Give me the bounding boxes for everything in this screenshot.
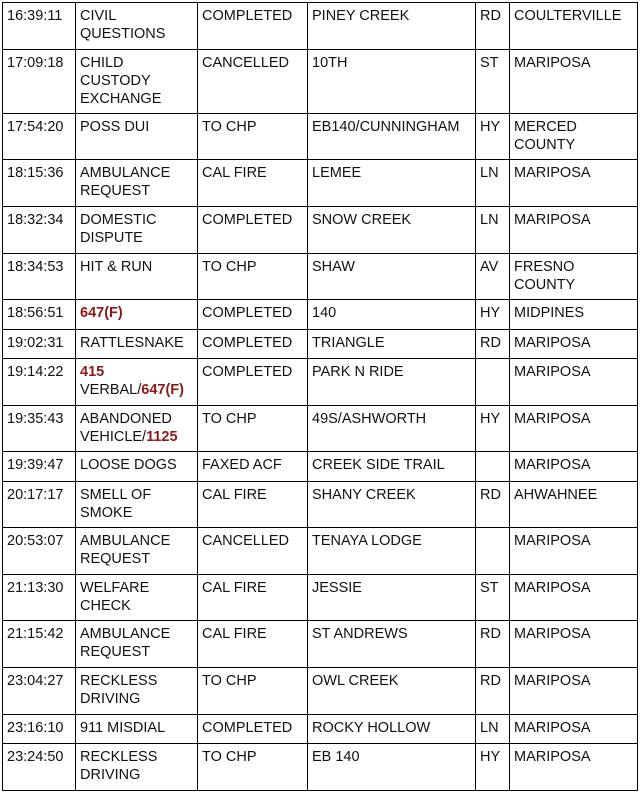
call-type-cell: [76, 575, 198, 621]
time-cell: 20:17:17: [3, 482, 76, 528]
city-cell: MARIPOSA: [510, 50, 638, 114]
time-cell: 19:39:47: [3, 452, 76, 482]
street-cell: 140: [308, 300, 476, 330]
disposition-cell: COMPLETED: [198, 359, 308, 406]
street-suffix-cell: RD: [476, 3, 510, 50]
city-cell: AHWAHNEE: [510, 482, 638, 528]
call-text: RATTLESNAKE: [80, 335, 184, 351]
disposition-cell: CAL FIRE: [198, 160, 308, 207]
time-cell: 18:32:34: [3, 207, 76, 254]
call-type-cell: [76, 3, 198, 50]
street-suffix-cell: HY: [476, 744, 510, 791]
time-cell: 18:56:51: [3, 300, 76, 330]
disposition-cell: CAL FIRE: [198, 621, 308, 668]
table-row: [3, 482, 638, 528]
call-type-cell: [76, 482, 198, 528]
time-cell: 16:39:11: [3, 3, 76, 50]
time-cell: 20:53:07: [3, 528, 76, 575]
street-suffix-cell: ST: [476, 575, 510, 621]
call-type-cell: [76, 528, 198, 575]
street-cell: LEMEE: [308, 160, 476, 207]
time-cell: 19:14:22: [3, 359, 76, 406]
time-cell: 18:15:36: [3, 160, 76, 207]
disposition-cell: CANCELLED: [198, 50, 308, 114]
street-suffix-cell: RD: [476, 621, 510, 668]
street-suffix-cell: RD: [476, 482, 510, 528]
table-row: [3, 715, 638, 744]
call-text: CIVIL QUESTIONS: [80, 8, 166, 42]
street-suffix-cell: LN: [476, 715, 510, 744]
city-cell: MARIPOSA: [510, 452, 638, 482]
time-cell: 19:02:31: [3, 330, 76, 359]
table-row: [3, 528, 638, 575]
city-cell: FRESNO COUNTY: [510, 254, 638, 300]
time-cell: 18:34:53: [3, 254, 76, 300]
call-type-cell: [76, 406, 198, 452]
time-cell: 17:09:18: [3, 50, 76, 114]
street-cell: CREEK SIDE TRAIL: [308, 452, 476, 482]
disposition-cell: CAL FIRE: [198, 575, 308, 621]
call-text: ABANDONED VEHICLE/: [80, 411, 172, 445]
street-cell: 49S/ASHWORTH: [308, 406, 476, 452]
street-suffix-cell: RD: [476, 330, 510, 359]
street-suffix-cell: RD: [476, 668, 510, 715]
disposition-cell: CAL FIRE: [198, 482, 308, 528]
street-suffix-cell: HY: [476, 114, 510, 160]
call-type-cell: [76, 621, 198, 668]
table-row: [3, 359, 638, 406]
table-row: [3, 207, 638, 254]
street-suffix-cell: ST: [476, 50, 510, 114]
call-text: AMBULANCE REQUEST: [80, 165, 171, 199]
table-row: [3, 114, 638, 160]
time-cell: 23:24:50: [3, 744, 76, 791]
call-type-cell: [76, 744, 198, 791]
street-suffix-cell: [476, 359, 510, 406]
call-text: 911 MISDIAL: [80, 720, 166, 736]
street-cell: OWL CREEK: [308, 668, 476, 715]
street-cell: JESSIE: [308, 575, 476, 621]
street-suffix-cell: HY: [476, 300, 510, 330]
city-cell: MIDPINES: [510, 300, 638, 330]
time-cell: 23:04:27: [3, 668, 76, 715]
call-code: 415: [80, 364, 105, 380]
call-text: AMBULANCE REQUEST: [80, 533, 171, 567]
disposition-cell: COMPLETED: [198, 3, 308, 50]
dispatch-log-table: [2, 2, 638, 791]
time-cell: 23:16:10: [3, 715, 76, 744]
city-cell: MARIPOSA: [510, 207, 638, 254]
disposition-cell: TO CHP: [198, 406, 308, 452]
city-cell: MARIPOSA: [510, 744, 638, 791]
disposition-cell: TO CHP: [198, 114, 308, 160]
street-cell: EB140/CUNNINGHAM: [308, 114, 476, 160]
street-cell: PINEY CREEK: [308, 3, 476, 50]
city-cell: COULTERVILLE: [510, 3, 638, 50]
call-type-cell: [76, 330, 198, 359]
city-cell: MARIPOSA: [510, 621, 638, 668]
city-cell: MARIPOSA: [510, 330, 638, 359]
street-cell: SNOW CREEK: [308, 207, 476, 254]
call-type-cell: [76, 715, 198, 744]
time-cell: 21:13:30: [3, 575, 76, 621]
city-cell: MARIPOSA: [510, 528, 638, 575]
table-row: [3, 452, 638, 482]
call-text: WELFARE CHECK: [80, 580, 150, 614]
call-text: HIT & RUN: [80, 259, 153, 275]
disposition-cell: FAXED ACF: [198, 452, 308, 482]
call-text: LOOSE DOGS: [80, 457, 177, 473]
disposition-cell: COMPLETED: [198, 330, 308, 359]
call-text: SMELL OF SMOKE: [80, 487, 152, 521]
street-suffix-cell: LN: [476, 207, 510, 254]
table-row: [3, 744, 638, 791]
call-code: 647(F): [80, 305, 123, 321]
call-text: POSS DUI: [80, 119, 150, 135]
street-suffix-cell: HY: [476, 406, 510, 452]
street-suffix-cell: [476, 452, 510, 482]
call-type-cell: [76, 359, 198, 406]
street-cell: ROCKY HOLLOW: [308, 715, 476, 744]
call-code: 1125: [146, 429, 178, 445]
table-row: [3, 50, 638, 114]
city-cell: MARIPOSA: [510, 575, 638, 621]
city-cell: MARIPOSA: [510, 406, 638, 452]
table-row: [3, 3, 638, 50]
street-cell: PARK N RIDE: [308, 359, 476, 406]
table-row: [3, 254, 638, 300]
table-row: [3, 668, 638, 715]
call-text: AMBULANCE REQUEST: [80, 626, 171, 660]
city-cell: MARIPOSA: [510, 715, 638, 744]
call-type-cell: [76, 254, 198, 300]
call-type-cell: [76, 300, 198, 330]
call-text: VERBAL/: [80, 382, 142, 398]
call-type-cell: [76, 160, 198, 207]
dispatch-log-body: [3, 3, 638, 791]
call-type-cell: [76, 50, 198, 114]
street-suffix-cell: [476, 528, 510, 575]
disposition-cell: COMPLETED: [198, 715, 308, 744]
call-text: CHILD CUSTODY EXCHANGE: [80, 55, 162, 107]
street-suffix-cell: AV: [476, 254, 510, 300]
time-cell: 21:15:42: [3, 621, 76, 668]
city-cell: MARIPOSA: [510, 668, 638, 715]
table-row: [3, 621, 638, 668]
disposition-cell: COMPLETED: [198, 207, 308, 254]
table-row: [3, 575, 638, 621]
street-suffix-cell: LN: [476, 160, 510, 207]
city-cell: MARIPOSA: [510, 160, 638, 207]
call-type-cell: [76, 114, 198, 160]
city-cell: MERCED COUNTY: [510, 114, 638, 160]
disposition-cell: TO CHP: [198, 744, 308, 791]
time-cell: 17:54:20: [3, 114, 76, 160]
street-cell: 10TH: [308, 50, 476, 114]
street-cell: SHANY CREEK: [308, 482, 476, 528]
street-cell: SHAW: [308, 254, 476, 300]
disposition-cell: TO CHP: [198, 668, 308, 715]
call-type-cell: [76, 207, 198, 254]
disposition-cell: TO CHP: [198, 254, 308, 300]
table-row: [3, 406, 638, 452]
street-cell: EB 140: [308, 744, 476, 791]
street-cell: ST ANDREWS: [308, 621, 476, 668]
call-code: 647(F): [141, 382, 184, 398]
disposition-cell: COMPLETED: [198, 300, 308, 330]
call-text: RECKLESS DRIVING: [80, 749, 158, 783]
call-type-cell: [76, 668, 198, 715]
table-row: [3, 160, 638, 207]
street-cell: TRIANGLE: [308, 330, 476, 359]
street-cell: TENAYA LODGE: [308, 528, 476, 575]
table-row: [3, 300, 638, 330]
time-cell: 19:35:43: [3, 406, 76, 452]
disposition-cell: CANCELLED: [198, 528, 308, 575]
call-type-cell: [76, 452, 198, 482]
city-cell: MARIPOSA: [510, 359, 638, 406]
call-text: RECKLESS DRIVING: [80, 673, 158, 707]
call-text: DOMESTIC DISPUTE: [80, 212, 157, 246]
table-row: [3, 330, 638, 359]
